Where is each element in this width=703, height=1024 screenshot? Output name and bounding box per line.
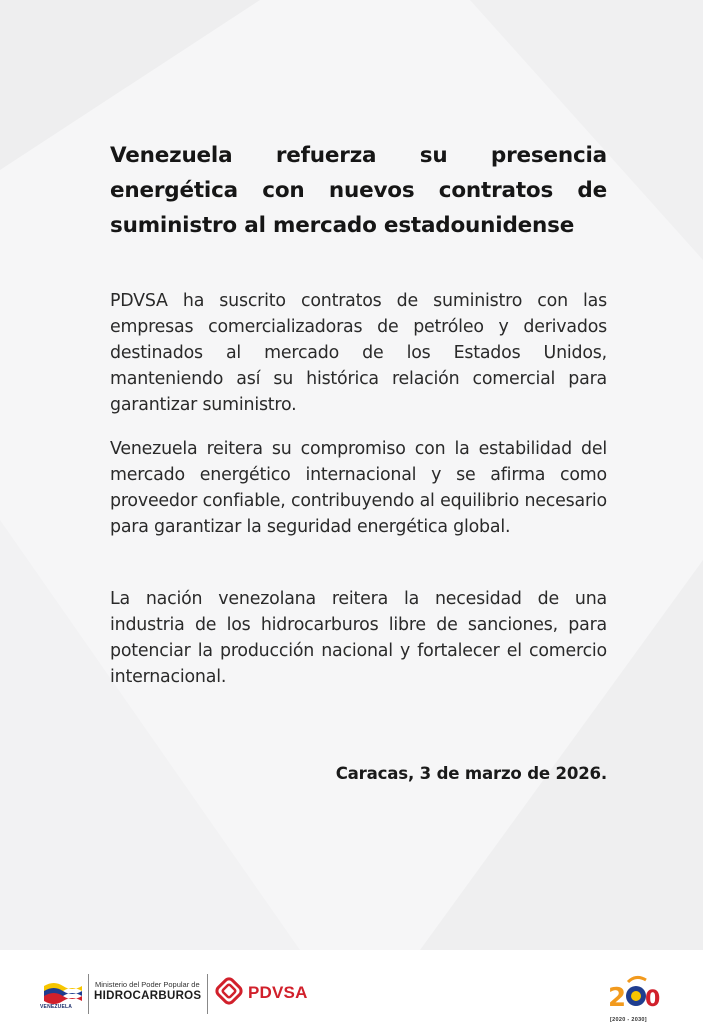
paragraph-2: Venezuela reitera su compromiso con la estabilidad del mercado energético internacional y se afirma como proveedor confiable, contribuyendo al equilibrio necesario para garantizar la seguridad energética global. <box>110 439 607 537</box>
press-release <box>110 138 607 783</box>
footer-divider-2 <box>207 974 208 1014</box>
ministry-label: Ministerio del Poder Popular de <box>95 980 200 989</box>
anniversary-logo-icon <box>608 974 664 1016</box>
footer-divider <box>88 974 89 1014</box>
svg-text:0: 0 <box>645 987 661 1012</box>
paragraph-1: PDVSA ha suscrito contratos de suministro con las empresas comercializadoras de petróleo y derivados destinados al mercado de los Estados Unidos, manteniendo así su histórica relación comercial para garantizar suministro. <box>110 291 607 415</box>
dateline: Caracas, 3 de marzo de 2026. <box>335 764 607 783</box>
footer-logos <box>0 950 703 1024</box>
pdvsa-sun-icon <box>214 976 244 1006</box>
pdvsa-name: PDVSA <box>248 983 308 1002</box>
page-title: Venezuela refuerza su presencia energética con nuevos contratos de suministro al mercado estadounidense <box>110 143 607 238</box>
svg-text:2: 2 <box>608 983 627 1013</box>
paragraph-3: La nación venezolana reitera la necesidad de una industria de los hidrocarburos libre de sanciones, para potenciar la producción nacional y fortalecer el comercio internacional. <box>110 589 607 687</box>
anniversary-years: [2020 - 2030] <box>610 1017 647 1023</box>
government-label: VENEZUELA <box>40 1004 73 1010</box>
ministry-name: HIDROCARBUROS <box>94 990 202 1002</box>
